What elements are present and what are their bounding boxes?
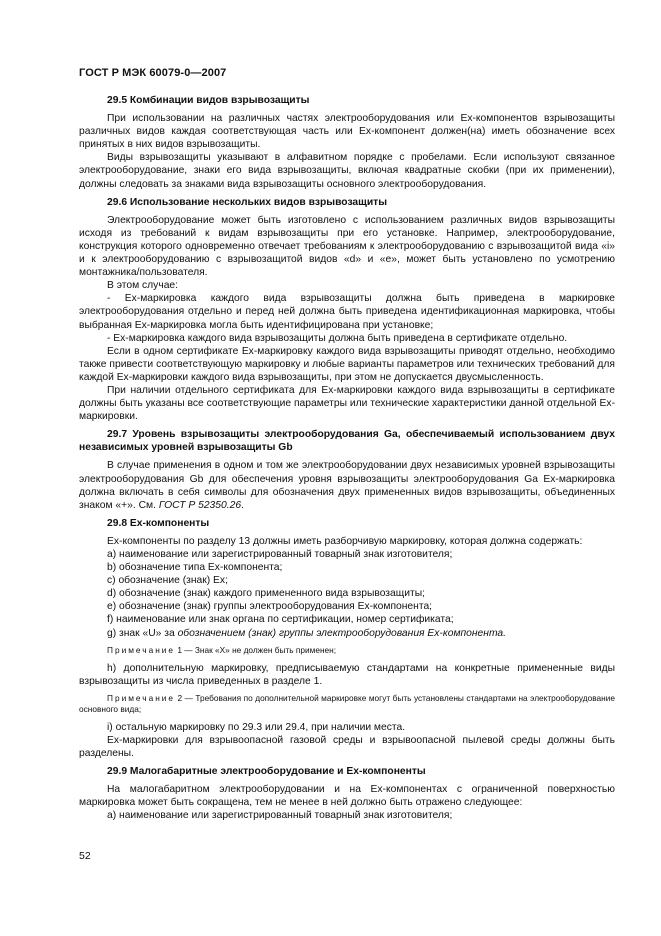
- section-29-6-dash-item-1: - Ex-маркировка каждого вида взрывозащиты должна быть приведена в маркировке электрооборудования отдельно и перед ней должна быть приведена идентификационная маркировка, чтобы выбранная Ex-маркировка могла быть идентифицирована при установке;: [79, 293, 615, 331]
- section-29-7-paragraph-1: [79, 459, 615, 511]
- note-2-text: 2 — Требования по дополнительной маркировке могут быть установлены стандартами на электрооборудование основного вида;: [79, 692, 615, 714]
- section-29-8-title: 29.8 Ex-компоненты: [107, 517, 210, 529]
- section-29-8-item-g: [79, 627, 615, 640]
- section-29-7-title: 29.7 Уровень взрывозащиты электрооборудования Ga, обеспечиваемый использованием двух независимых уровней взрывозащиты Gb: [79, 429, 615, 454]
- section-29-8-item-i: i) остальную маркировку по 29.3 или 29.4, при наличии места.: [107, 721, 406, 733]
- item-g-italic-text: обозначением (знак) группы электрооборудования Ex-компонента.: [177, 627, 507, 639]
- section-29-9-item-a: a) наименование или зарегистрированный товарный знак изготовителя;: [107, 810, 453, 822]
- section-29-8-item-a: a) наименование или зарегистрированный товарный знак изготовителя;: [107, 549, 453, 560]
- note-2: [79, 693, 615, 715]
- section-29-9-title: 29.9 Малогабаритные электрооборудование и Ex-компоненты: [107, 766, 426, 778]
- item-g-text: g) знак «U» за: [107, 627, 178, 639]
- section-29-6-paragraph-2: В этом случае:: [107, 280, 179, 292]
- section-29-8-item-c: c) обозначение (знак) Ex;: [107, 575, 228, 587]
- section-29-6-paragraph-1: Электрооборудование может быть изготовлено с использованием различных видов взрывозащиты исходя из требований к видам взрывозащиты при его установке. Например, электрооборудование, конструкция которого одновременно отвечает требованиям к электрооборудованию с взрывозащитой вида «i» и к электрооборудованию с взрывозащитой видов «d» и «e», может быть установлено по усмотрению монтажника/пользователя.: [79, 214, 615, 279]
- section-29-5-paragraph-2: Виды взрывозащиты указывают в алфавитном порядке с пробелами. Если используют связанное электрооборудование, знаки его вида взрывозащиты, включая квадратные скобки (при их применении), должны следовать за знаками вида взрывозащиты основного электрооборудования.: [79, 152, 615, 190]
- note-1: [79, 645, 615, 656]
- section-29-8-item-f: f) наименование или знак органа по сертификации, номер сертификата;: [107, 614, 454, 626]
- section-29-6-title: 29.6 Использование нескольких видов взрывозащиты: [107, 196, 388, 208]
- section-29-6-paragraph-3: Если в одном сертификате Ex-маркировку каждого вида взрывозащиты приводят отдельно, необходимо также привести соответствующую маркировку и любые варианты параметров или технических требований для каждой Ex-маркировки каждого вида взрывозащиты, при этом не допускается двусмысленность.: [79, 345, 615, 383]
- section-29-6-dash-item-2: - Ex-маркировка каждого вида взрывозащиты должна быть приведена в сертификате отдельно.: [107, 332, 568, 344]
- section-29-8-intro: Ex-компоненты по разделу 13 должны иметь разборчивую маркировку, которая должна содержать:: [107, 535, 583, 547]
- page-number: 52: [79, 850, 91, 862]
- section-29-8-item-e: e) обозначение (знак) группы электрооборудования Ex-компонента;: [107, 601, 433, 613]
- page-content: [79, 94, 615, 823]
- note-1-label: Примечание: [107, 644, 176, 655]
- section-29-7-text: В случае применения в одном и том же электрооборудовании двух независимых уровней взрывозащиты электрооборудования Gb для обеспечения уровня взрывозащиты электрооборудования Ga Ex-маркировка должна включать в себя символы для обозначения двух примененных видов взрывозащиты, объединенных знаком «+». См.: [79, 460, 615, 511]
- note-2-label: Примечание: [107, 692, 176, 703]
- section-29-8-item-h: h) дополнительную маркировку, предписываемую стандартами на конкретные примененные виды взрывозащиты из числа приведенных в разделе 1.: [79, 662, 615, 687]
- document-code-header: ГОСТ Р МЭК 60079-0—2007: [79, 67, 227, 79]
- section-29-5-title: 29.5 Комбинации видов взрывозащиты: [107, 95, 310, 106]
- section-29-6-paragraph-4: При наличии отдельного сертификата для Ex-маркировки каждого вида взрывозащиты в сертификате должны быть указаны все соответствующие параметры или технические характеристики данной отдельной Ex-маркировки.: [79, 384, 615, 423]
- section-29-8-item-b: b) обозначение типа Ex-компонента;: [107, 562, 283, 574]
- standard-reference: ГОСТ Р 52350.26: [158, 499, 242, 511]
- section-29-8-item-d: d) обозначение (знак) каждого примененного вида взрывозащиты;: [107, 588, 425, 600]
- note-1-text: 1 — Знак «X» не должен быть применен;: [175, 644, 337, 655]
- section-29-5-paragraph-1: При использовании на различных частях электрооборудования или Ex-компонентов взрывозащиты различных видов каждая соответствующая часть или Ex-компонент должен(на) иметь обозначение всех принятых в них видов взрывозащиты.: [79, 113, 615, 151]
- section-29-7-text-end: .: [241, 499, 244, 511]
- section-29-9-paragraph-1: На малогабаритном электрооборудовании и на Ex-компонентах с ограниченной поверхностью маркировка может быть сокращена, тем не менее в ней должно быть отражено следующее:: [79, 784, 615, 809]
- section-29-8-closing-paragraph: Ex-маркировки для взрывоопасной газовой среды и взрывоопасной пылевой среды должны быть разделены.: [79, 734, 615, 760]
